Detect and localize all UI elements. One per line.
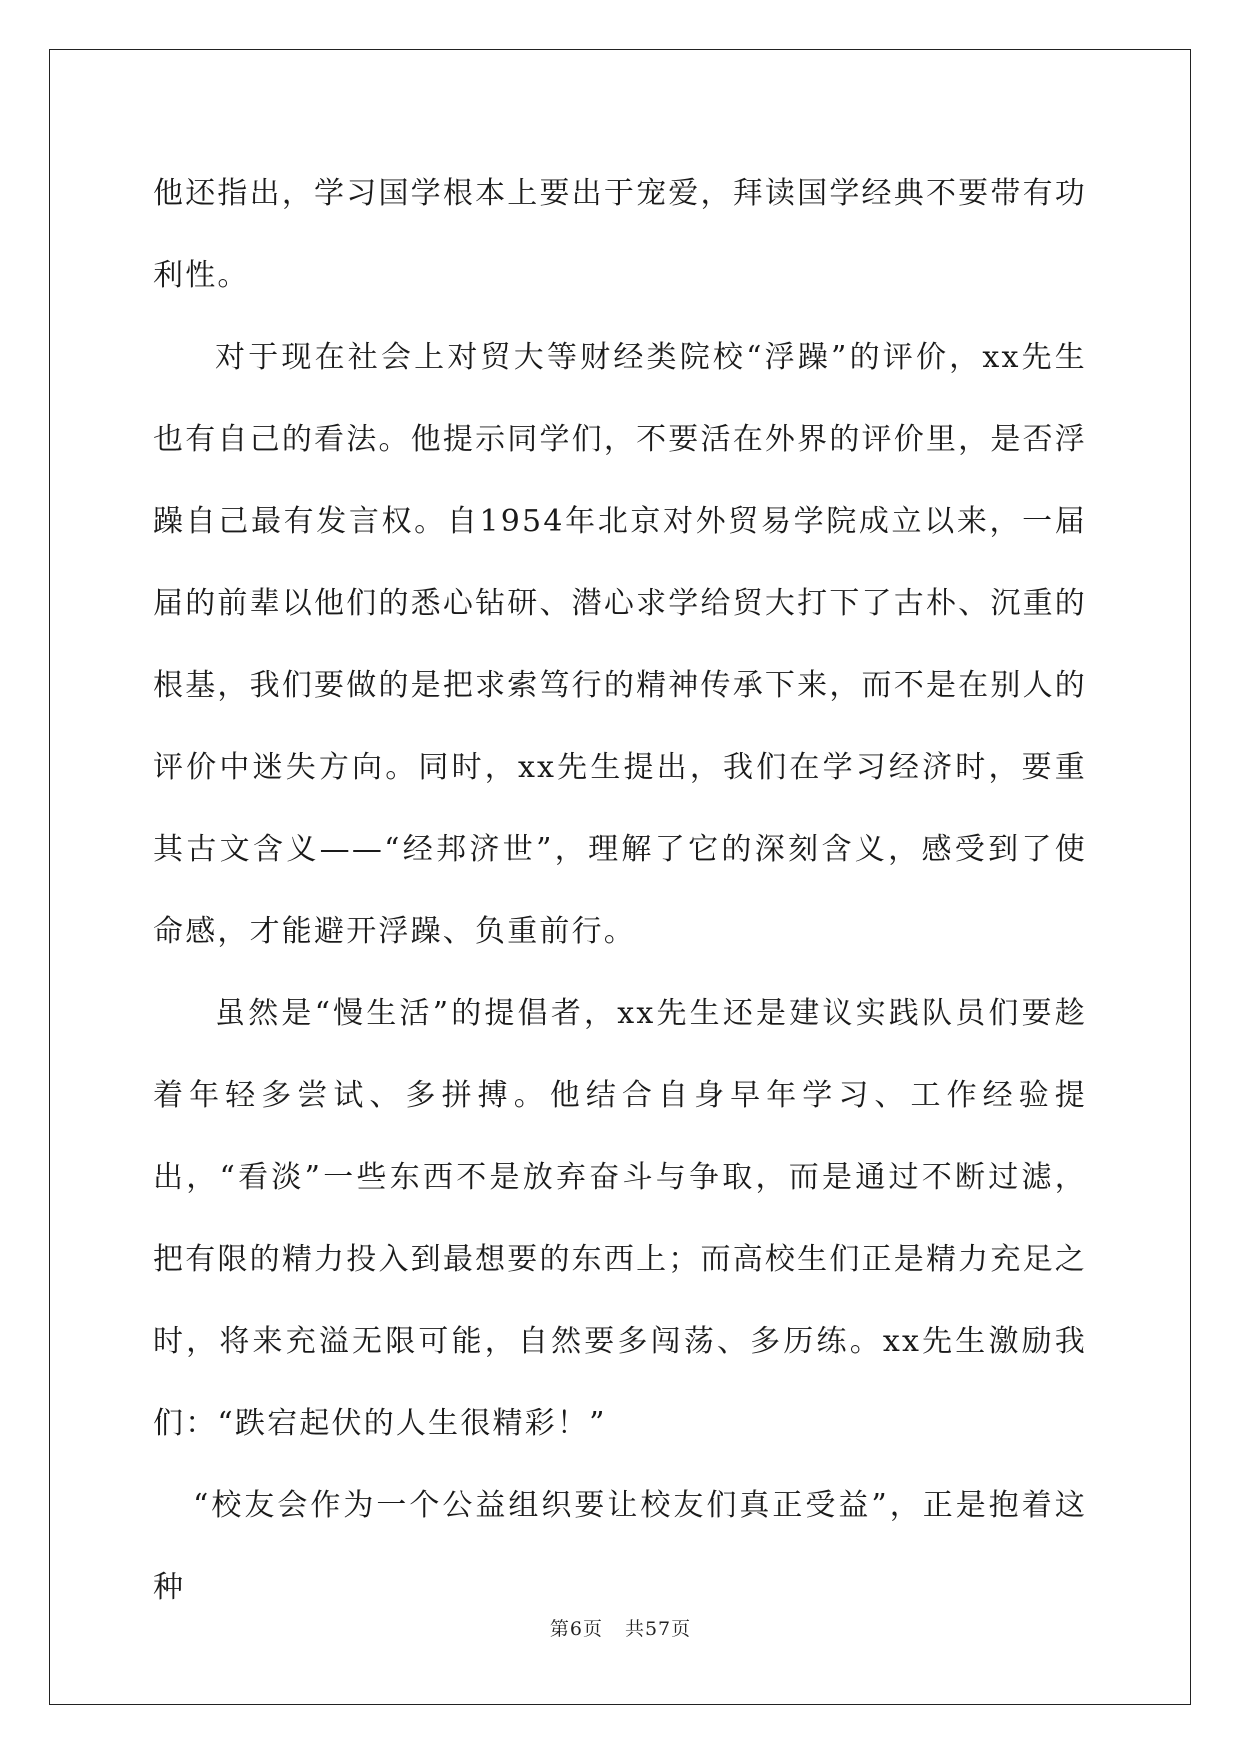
page-footer	[0, 1614, 1241, 1641]
paragraph-3: 虽然是“慢生活”的提倡者，xx先生还是建议实践队员们要趁着年轻多尝试、多拼搏。他结合自身早年学习、工作经验提出，“看淡”一些东西不是放弃奋斗与争取，而是通过不断过滤，把有限的精力投入到最想要的东西上；而高校生们正是精力充足之时，将来充溢无限可能，自然要多闯荡、多历练。xx先生激励我们：“跌宕起伏的人生很精彩！”	[153, 996, 1087, 1441]
paragraph-1: 他还指出，学习国学根本上要出于宠爱，拜读国学经典不要带有功利性。	[153, 176, 1087, 293]
page-total: 共57页	[624, 1618, 692, 1640]
paragraph-2: 对于现在社会上对贸大等财经类院校“浮躁”的评价，xx先生也有自己的看法。他提示同学们，不要活在外界的评价里，是否浮躁自己最有发言权。自1954年北京对外贸易学院成立以来，一届届的前辈以他们的悉心钻研、潜心求学给贸大打下了古朴、沉重的根基，我们要做的是把求索笃行的精神传承下来，而不是在别人的评价中迷失方向。同时，xx先生提出，我们在学习经济时，要重其古文含义——“经邦济世”，理解了它的深刻含义，感受到了使命感，才能避开浮躁、负重前行。	[153, 340, 1087, 949]
page-number: 第6页	[549, 1618, 603, 1640]
document-body	[153, 153, 1087, 1629]
paragraph-4: “校友会作为一个公益组织要让校友们真正受益”，正是抱着这种	[153, 1488, 1087, 1605]
